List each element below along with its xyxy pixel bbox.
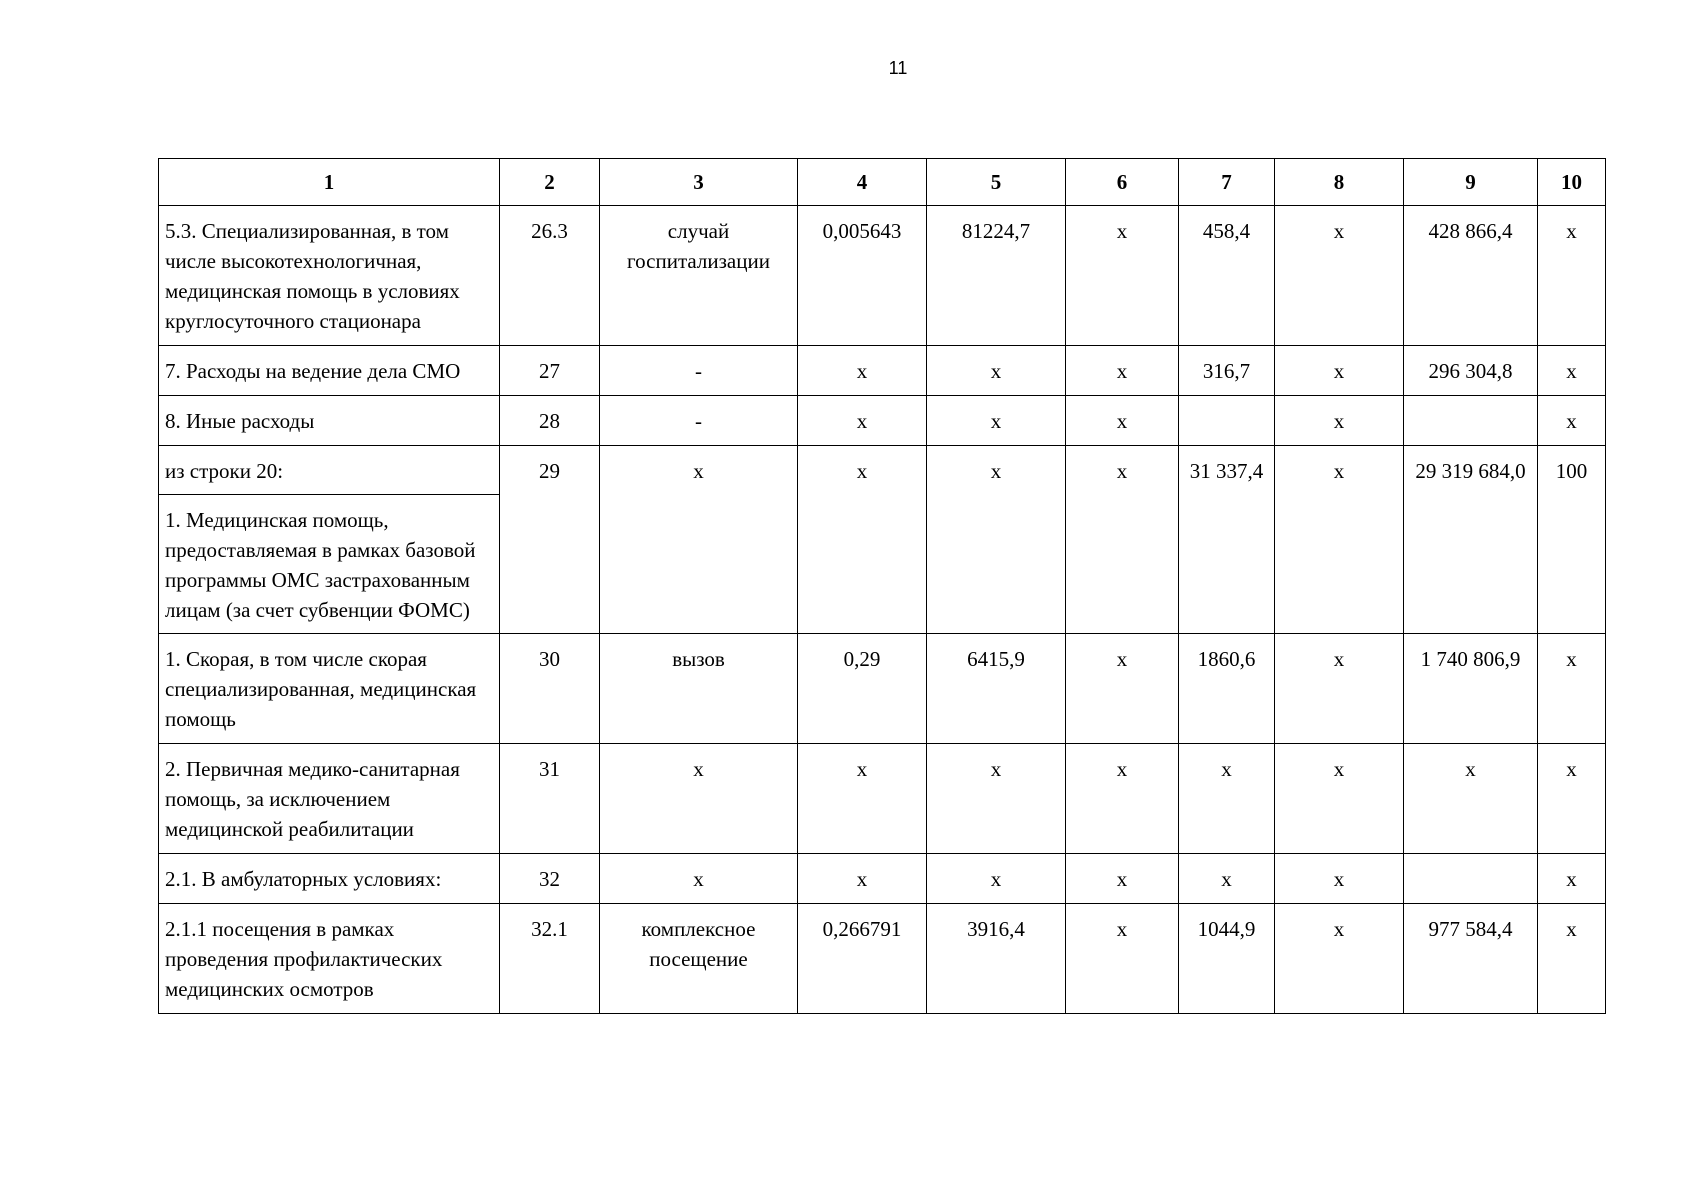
cell: х xyxy=(1066,396,1179,446)
cell: 1 740 806,9 xyxy=(1404,634,1538,744)
cell: 428 866,4 xyxy=(1404,206,1538,346)
header-cell: 4 xyxy=(798,159,927,206)
cell: - xyxy=(600,396,798,446)
cell: 1860,6 xyxy=(1179,634,1275,744)
cell: х xyxy=(1538,854,1606,904)
cell: х xyxy=(1404,744,1538,854)
cell: 32.1 xyxy=(500,904,600,1014)
cell: 458,4 xyxy=(1179,206,1275,346)
cell: х xyxy=(1275,634,1404,744)
cell: х xyxy=(1275,446,1404,634)
cell: х xyxy=(1275,396,1404,446)
table-row xyxy=(159,854,1606,904)
cell: х xyxy=(927,396,1066,446)
cell: х xyxy=(600,854,798,904)
cell: 3916,4 xyxy=(927,904,1066,1014)
header-row xyxy=(159,159,1606,206)
cell: 6415,9 xyxy=(927,634,1066,744)
row-name: из строки 20: xyxy=(159,446,500,495)
cell: 100 xyxy=(1538,446,1606,634)
cell: 31 xyxy=(500,744,600,854)
cell: 0,005643 xyxy=(798,206,927,346)
cell: х xyxy=(1275,854,1404,904)
table-row xyxy=(159,446,1606,495)
cell: 28 xyxy=(500,396,600,446)
cell: 32 xyxy=(500,854,600,904)
row-name: 1. Скорая, в том числе скорая специализированная, медицинская помощь xyxy=(159,634,500,744)
row-name: 5.3. Специализированная, в том числе высокотехнологичная, медицинская помощь в условиях круглосуточного стационара xyxy=(159,206,500,346)
cell xyxy=(1179,396,1275,446)
cell: х xyxy=(798,854,927,904)
cell: х xyxy=(1275,744,1404,854)
cell: х xyxy=(1538,206,1606,346)
table-row xyxy=(159,744,1606,854)
row-name: 7. Расходы на ведение дела СМО xyxy=(159,346,500,396)
cell: 27 xyxy=(500,346,600,396)
cell: х xyxy=(798,346,927,396)
cell: х xyxy=(1066,634,1179,744)
row-name: 2.1. В амбулаторных условиях: xyxy=(159,854,500,904)
header-cell: 1 xyxy=(159,159,500,206)
cell xyxy=(1404,396,1538,446)
cell: х xyxy=(927,854,1066,904)
cell: х xyxy=(1066,904,1179,1014)
cell: х xyxy=(1275,206,1404,346)
row-name: 8. Иные расходы xyxy=(159,396,500,446)
table-row xyxy=(159,634,1606,744)
page-number: 11 xyxy=(888,58,908,78)
cell: 31 337,4 xyxy=(1179,446,1275,634)
cell: 0,29 xyxy=(798,634,927,744)
table-row xyxy=(159,904,1606,1014)
cell: х xyxy=(1538,744,1606,854)
row-name: 2. Первичная медико-санитарная помощь, за исключением медицинской реабилитации xyxy=(159,744,500,854)
cell: х xyxy=(1066,446,1179,634)
header-cell: 6 xyxy=(1066,159,1179,206)
header-cell: 10 xyxy=(1538,159,1606,206)
cell: х xyxy=(927,744,1066,854)
cell: вызов xyxy=(600,634,798,744)
cell: х xyxy=(927,446,1066,634)
cell: 29 xyxy=(500,446,600,634)
header-cell: 2 xyxy=(500,159,600,206)
cell: х xyxy=(600,744,798,854)
header-cell: 8 xyxy=(1275,159,1404,206)
cell: х xyxy=(798,744,927,854)
header-cell: 9 xyxy=(1404,159,1538,206)
cell: х xyxy=(798,446,927,634)
table-row xyxy=(159,396,1606,446)
header-cell: 7 xyxy=(1179,159,1275,206)
cell: х xyxy=(1538,396,1606,446)
table-row xyxy=(159,346,1606,396)
header-cell: 3 xyxy=(600,159,798,206)
cell: 29 319 684,0 xyxy=(1404,446,1538,634)
cell: х xyxy=(1066,346,1179,396)
cell: х xyxy=(1538,634,1606,744)
cell: 0,266791 xyxy=(798,904,927,1014)
cell: - xyxy=(600,346,798,396)
cell: х xyxy=(1066,206,1179,346)
header-cell: 5 xyxy=(927,159,1066,206)
cell: х xyxy=(1066,744,1179,854)
cell: х xyxy=(1275,346,1404,396)
cell: 30 xyxy=(500,634,600,744)
cell: х xyxy=(1179,854,1275,904)
row-name-detail: 1. Медицинская помощь, предоставляемая в рамках базовой программы ОМС застрахованным лицам (за счет субвенции ФОМС) xyxy=(159,495,500,634)
cell: х xyxy=(1538,346,1606,396)
row-name: 2.1.1 посещения в рамках проведения профилактических медицинских осмотров xyxy=(159,904,500,1014)
cell: х xyxy=(1275,904,1404,1014)
cell: 1044,9 xyxy=(1179,904,1275,1014)
cell: случай госпитализации xyxy=(600,206,798,346)
cell: 316,7 xyxy=(1179,346,1275,396)
cell: 296 304,8 xyxy=(1404,346,1538,396)
cell: х xyxy=(600,446,798,634)
cell: х xyxy=(1179,744,1275,854)
cell: х xyxy=(927,346,1066,396)
cell: 26.3 xyxy=(500,206,600,346)
cell: х xyxy=(798,396,927,446)
data-table xyxy=(158,158,1606,1014)
cell: комплексное посещение xyxy=(600,904,798,1014)
cell: х xyxy=(1538,904,1606,1014)
cell xyxy=(1404,854,1538,904)
table-row xyxy=(159,206,1606,346)
cell: х xyxy=(1066,854,1179,904)
cell: 81224,7 xyxy=(927,206,1066,346)
cell: 977 584,4 xyxy=(1404,904,1538,1014)
